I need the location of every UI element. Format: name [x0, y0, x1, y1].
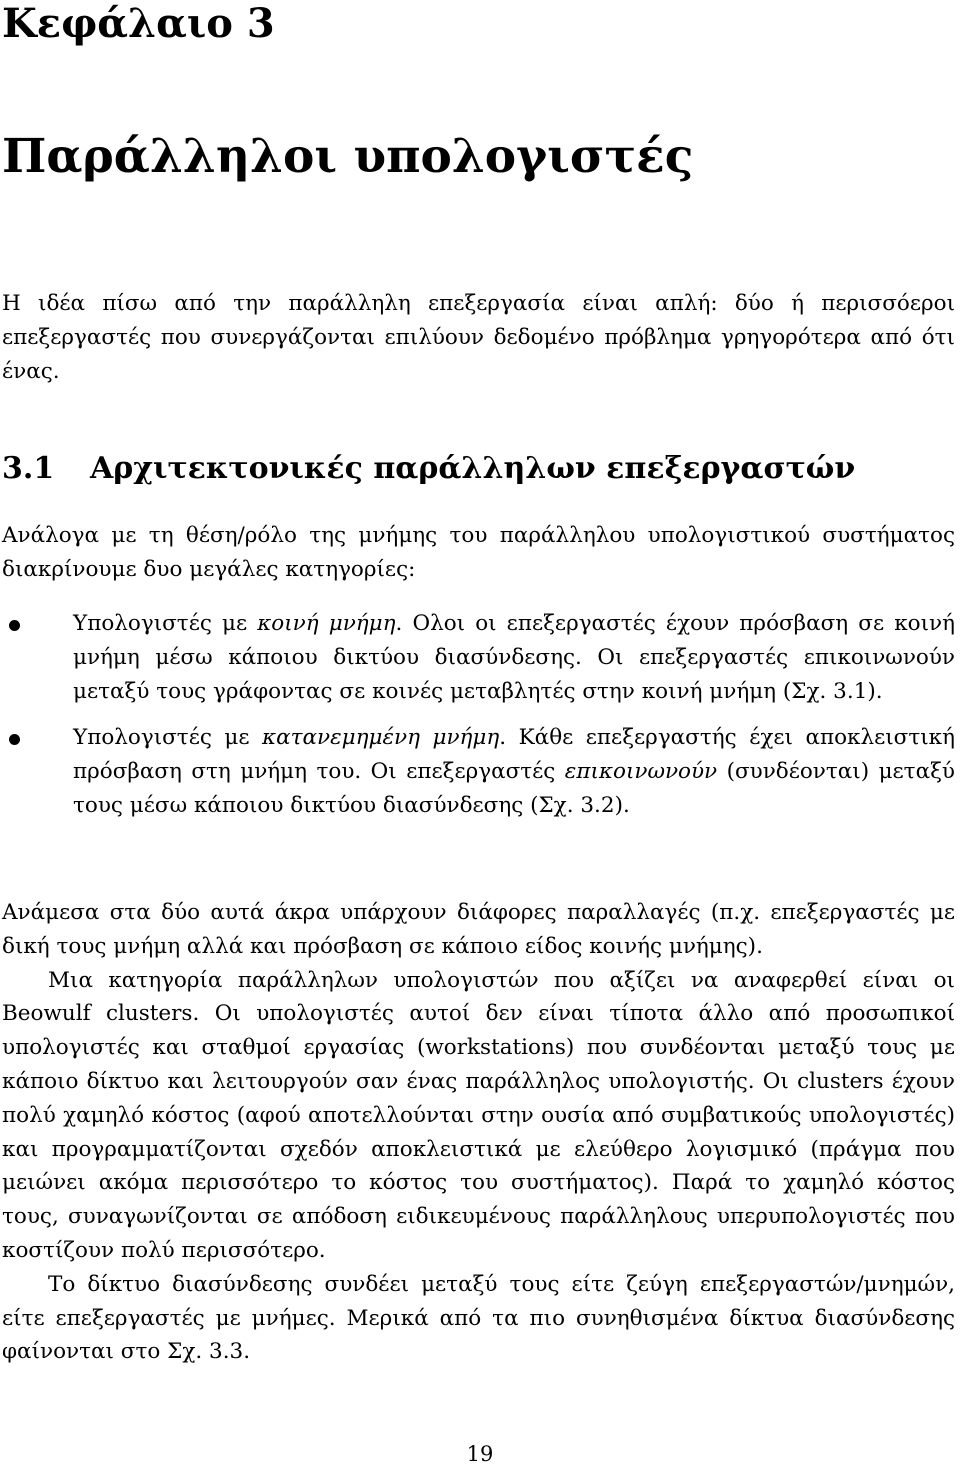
section-number: 3.1	[2, 451, 55, 486]
bullet-emphasis: κατανεμημένη μνήμη	[262, 725, 500, 751]
chapter-title: Παράλληλοι υπολογιστές	[2, 129, 694, 184]
intro-paragraph: Η ιδέα πίσω από την παράλληλη επεξεργασία είναι απλή: δύο ή περισσόεροι επεξεργαστές που συνεργάζονται επιλύουν δεδομένο πρόβλημα γρηγορότερα από ότι ένας.	[2, 291, 955, 384]
section-title: Αρχιτεκτονικές παράλληλων επεξεργαστών	[90, 451, 856, 486]
section-heading	[2, 447, 855, 491]
body-text	[2, 896, 955, 1369]
bullet-icon	[9, 620, 20, 631]
paragraph-variations: Ανάμεσα στα δύο αυτά άκρα υπάρχουν διάφορες παραλλαγές (π.χ. επεξεργαστές με δική τους μνήμη αλλά και πρόσβαση σε κάποιο είδος κοινής μνήμης).	[2, 900, 955, 959]
list-item	[0, 607, 955, 708]
bullet-text: . Κάθε επεξεργαστής έχει αποκλειστική πρόσβαση στη μνήμη του. Οι επεξεργαστές	[73, 725, 955, 785]
bullet-lead: Υπολογιστές με	[73, 611, 258, 636]
bullet-text-2: (συνδέονται) μεταξύ τους μέσω κάποιου δικτύου διασύνδεσης (Σχ. 3.2).	[73, 759, 955, 818]
bullet-text: . Ολοι οι επεξεργαστές έχουν πρόσβαση σε κοινή μνήμη μέσω κάποιου δικτύου διασύνδεσης. Οι επεξεργαστές επικοινωνούν μεταξύ τους γράφοντας σε κοινές μεταβλητές στην κοινή μνήμη (Σχ. 3.1).	[73, 611, 955, 704]
chapter-label: Κεφάλαιο 3	[2, 0, 275, 47]
page-number: 19	[466, 1442, 494, 1466]
section-intro-paragraph: Ανάλογα με τη θέση/ρόλο της μνήμης του παράλληλου υπολογιστικού συστήματος διακρίνουμε δυο μεγάλες κατηγορίες:	[2, 523, 955, 582]
bullet-lead: Υπολογιστές με	[73, 725, 263, 751]
memory-category-list	[0, 607, 955, 836]
bullet-emphasis-2: επικοινωνούν	[564, 759, 718, 785]
bullet-emphasis: κοινή μνήμη	[257, 611, 396, 636]
list-item	[0, 721, 955, 822]
bullet-icon	[9, 734, 20, 745]
paragraph-beowulf: Μια κατηγορία παράλληλων υπολογιστών που αξίζει να αναφερθεί είναι οι Beowulf clusters. Οι υπολογιστές αυτοί δεν είναι τίποτα άλλο από προσωπικοί υπολογιστές και σταθμοί εργασίας (workstations) που συνδέονται μεταξύ τους με κάποιο δίκτυο και λειτουργούν σαν ένας παράλληλος υπολογιστής. Οι clusters έχουν πολύ χαμηλό κόστος (αφού αποτελλούνται στην ουσία από συμβατικούς υπολογιστές) και προγραμματίζονται σχεδόν αποκλειστικά με ελεύθερο λογισμικό (πράγμα που μειώνει ακόμα περισσότερο το κόστος του συστήματος). Παρά το χαμηλό κόστος τους, συναγωνίζονται σε απόδοση ειδικευμένους παράλληλους υπερυπολογιστές που κοστίζουν πολύ περισσότερο.	[2, 967, 955, 1263]
paragraph-network: Το δίκτυο διασύνδεσης συνδέει μεταξύ τους είτε ζεύγη επεξεργαστών/μνημών, είτε επεξεργαστές με μνήμες. Μερικά από τα πιο συνηθισμένα δίκτυα διασύνδεσης φαίνονται στο Σχ. 3.3.	[2, 1271, 955, 1365]
